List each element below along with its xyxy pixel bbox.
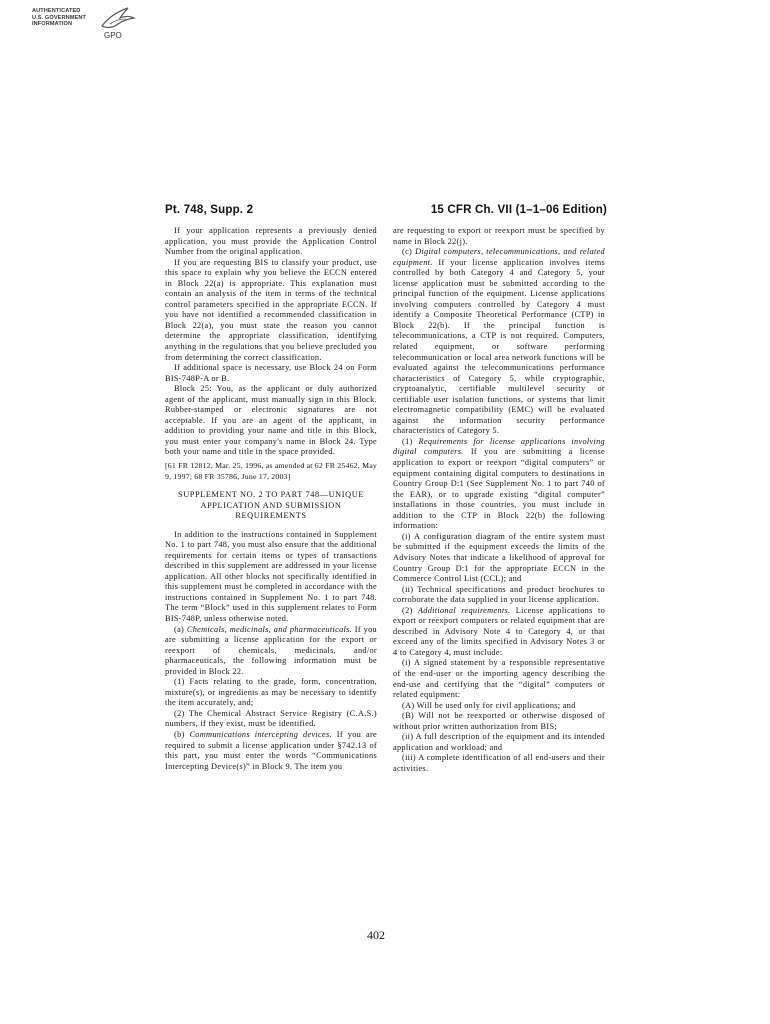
paragraph: (i) A signed statement by a responsible representative of the end-user or the importing agency describing the end-use and certifying that the “digital” computers or related equipment: bbox=[393, 658, 605, 700]
paragraph: (2) The Chemical Abstract Service Registry (C.A.S.) numbers, if they exist, must be identified. bbox=[165, 708, 377, 729]
paragraph-heading: Communications intercepting devices. bbox=[189, 730, 332, 740]
paragraph-label: (c) bbox=[402, 247, 416, 257]
page-number: 402 bbox=[367, 928, 385, 942]
left-column bbox=[165, 226, 377, 772]
paragraph bbox=[165, 625, 377, 678]
eagle-icon bbox=[98, 4, 138, 34]
paragraph-label: (b) bbox=[174, 730, 190, 740]
paragraph: In addition to the instructions contained in Supplement No. 1 to part 748, you must also ensure that the additional requirements for certain items or types of transactions described in this supplement are addressed in your license application. All other blocks not specifically identified in this supplement must be completed in accordance with the instructions contained in Supplement No. 1 to part 748. The term “Block” used in this supplement relates to Form BIS-748P, unless otherwise noted. bbox=[165, 529, 377, 623]
paragraph: (ii) A full description of the equipment and its intended application and workload; and bbox=[393, 732, 605, 752]
paragraph: (ii) Technical specifications and product brochures to corroborate the data supplied in your license application. bbox=[393, 584, 605, 605]
paragraph: (A) Will be used only for civil applications; and bbox=[402, 700, 576, 710]
paragraph bbox=[393, 606, 605, 659]
authenticated-gpo-seal bbox=[32, 4, 144, 44]
running-header-right: 15 CFR Ch. VII (1–1–06 Edition) bbox=[430, 204, 607, 216]
citation-reference: [61 FR 12812, Mar. 25, 1996, as amended at 62 FR 25462, May 9, 1997; 68 FR 35786, June 17, 2003] bbox=[165, 461, 377, 481]
paragraph-text: If you are required to submit a license application under §742.13 of this part, you must enter the words “Communications Intercepting Device(s)” in Block 9. The item you bbox=[165, 730, 378, 771]
paragraph-label: (a) bbox=[174, 624, 187, 634]
paragraph-heading: Additional requirements. bbox=[417, 605, 511, 615]
paragraph-heading: Digital computers, telecommunications, and related equipment. bbox=[393, 247, 605, 267]
auth-line-1: AUTHENTICATED bbox=[32, 8, 81, 14]
paragraph-heading: Chemicals, medicinals, and pharmaceuticals. bbox=[186, 624, 353, 634]
paragraph-text: If your license application involves items controlled by both Category 4 and Category 5, your license application must be submitted according to the principal function of the equipment. License applications involving computers controlled by Category 4 must identify a Composite Theoretical Performance (CTP) in Block 22(b). If the principal function is telecommunications, a CTP is not required. Computers, related equipment, or software performing telecommunication or local area network functions will be evaluated against the telecommunications performance characteristics of Category 5, while cryptographic, cryptoanalytic, certifiable multilevel security or certifiable user isolation functions, or systems that limit electromagnetic compatibility (EMC) will be evaluated against the information security performance characteristics of Category 5. bbox=[393, 257, 605, 436]
paragraph-label: (2) bbox=[402, 605, 418, 615]
paragraph: (1) Facts relating to the grade, form, concentration, mixture(s), or ingredients as may be necessary to identify the item accurately, and; bbox=[165, 677, 377, 708]
right-column bbox=[393, 226, 605, 774]
running-header-left: Pt. 748, Supp. 2 bbox=[165, 204, 254, 216]
paragraph-label: (1) bbox=[402, 436, 419, 446]
paragraph-text: If you are submitting a license application for the export or reexport of chemicals, medicinals, and/or pharmaceuticals, the following information must be provided in Block 22. bbox=[165, 624, 377, 676]
paragraph: (iii) A complete identification of all end-users and their activities. bbox=[393, 753, 605, 773]
paragraph: If additional space is necessary, use Block 24 on Form BIS-748P-A or B. bbox=[165, 363, 377, 383]
section-heading: SUPPLEMENT NO. 2 TO PART 748—UNIQUE APPLICATION AND SUBMISSION REQUIREMENTS bbox=[177, 490, 364, 521]
paragraph: are requesting to export or reexport must be specified by name in Block 22(j). bbox=[393, 226, 605, 246]
authenticated-text bbox=[32, 8, 86, 28]
paragraph: (B) Will not be reexported or otherwise disposed of without prior written authorization from BIS; bbox=[393, 711, 605, 731]
gpo-label: GPO bbox=[104, 31, 122, 40]
paragraph bbox=[165, 730, 377, 772]
paragraph: (i) A configuration diagram of the entire system must be submitted if the equipment exceeds the limits of the Advisory Notes that indicate a likelihood of approval for Country Group D:1 for the appropriate ECCN in the Commerce Control List (CCL); and bbox=[393, 531, 605, 584]
paragraph-heading: Requirements for license applications involving digital computers. bbox=[393, 436, 605, 457]
paragraph: If your application represents a previously denied application, you must provide the Application Control Number from the original application. bbox=[165, 226, 377, 257]
paragraph-text: License applications to export or reexport computers or related equipment that are described in Advisory Note 4 to Category 4, or that exceed any of the limits specified in Advisory Notes 3 or 4 to Category 4, must include: bbox=[393, 605, 606, 657]
paragraph: If you are requesting BIS to classify your product, use this space to explain why you believe the ECCN entered in Block 22(a) is appropriate. This explanation must contain an analysis of the item in terms of the technical control parameters specified in the appropriate ECCN. If you have not identified a recommended classification in Block 22(a), you must state the reason you cannot determine the appropriate classification, identifying anything in the regulations that you believe precluded you from determining the correct classification. bbox=[165, 257, 377, 362]
auth-line-2: U.S. GOVERNMENT bbox=[32, 14, 87, 21]
paragraph bbox=[393, 247, 605, 437]
paragraph bbox=[393, 437, 605, 532]
paragraph-text: If you are submitting a license application to export or reexport “digital computers” or equipment containing digital computers to destinations in Country Group D:1 (See Supplement No. 1 to part 740 of the EAR), or to upgrade existing “digital computer” installations in those countries, you must include in addition to the CTP in Block 22(b) the following information: bbox=[393, 447, 606, 531]
auth-line-3: INFORMATION bbox=[32, 21, 73, 28]
paragraph: Block 25: You, as the applicant or duly authorized agent of the applicant, must manually sign in this Block. Rubber-stamped or electronic signatures are not acceptable. If you are an agent of the applicant, in addition to providing your name and title in this Block, you must enter your company's name in Block 24. Type both your name and title in the space provided. bbox=[165, 384, 377, 457]
